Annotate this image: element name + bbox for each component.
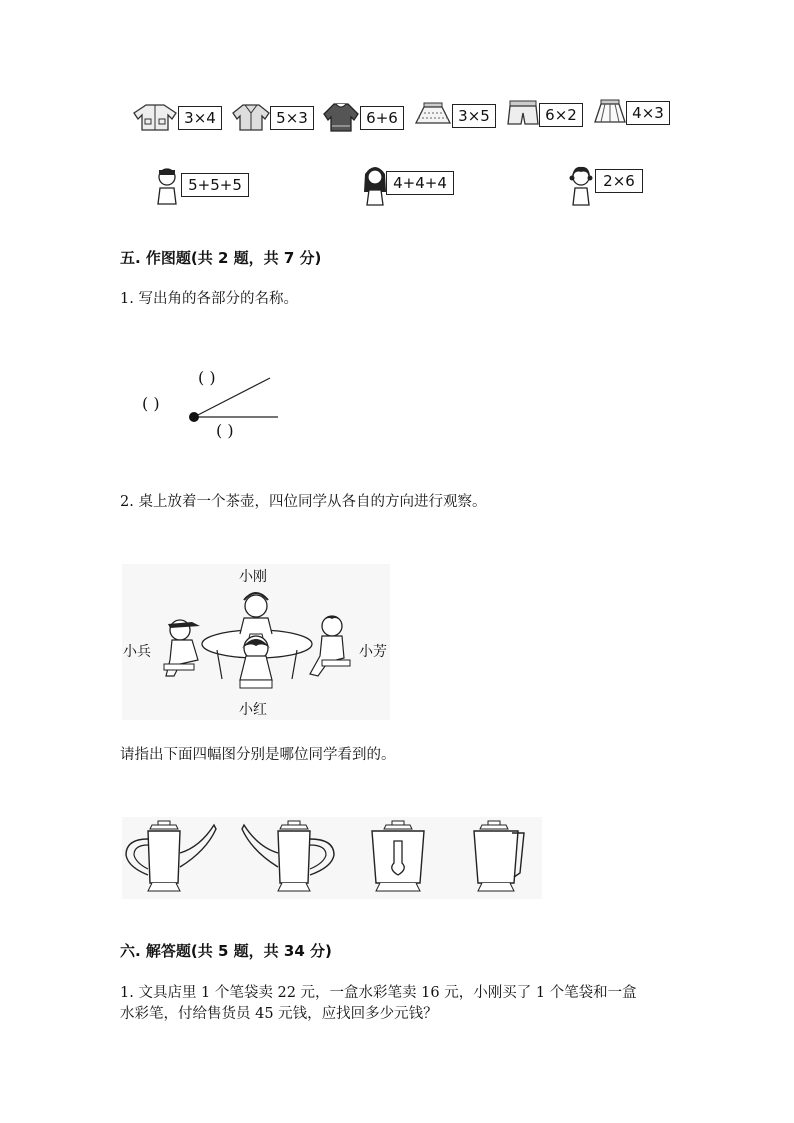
- coat-icon: [231, 103, 271, 131]
- table-scene-illustration: [122, 564, 390, 720]
- teapot-views: [122, 817, 542, 899]
- label-xiaohong: 小红: [239, 702, 267, 718]
- teapot-view-spout-right: [122, 817, 222, 899]
- label-xiaogang: 小刚: [239, 569, 267, 585]
- ray-bottom-blank[interactable]: ( ): [216, 421, 234, 440]
- question-5-2b: 请指出下面四幅图分别是哪位同学看到的。: [120, 747, 396, 763]
- expr-box: 4+4+4: [386, 171, 454, 195]
- sweater-icon: [322, 102, 360, 132]
- expr-box: 3×4: [178, 106, 222, 130]
- jacket-icon: [132, 103, 178, 131]
- label-xiaofang: 小芳: [359, 644, 387, 660]
- expr-box: 3×5: [452, 104, 496, 128]
- label-xiaobing: 小兵: [123, 644, 151, 660]
- expr-box: 2×6: [595, 169, 643, 193]
- observation-scene: [122, 564, 390, 720]
- teapot-view-handle-front: [364, 817, 434, 899]
- pleated-skirt-icon: [593, 98, 627, 126]
- section6-heading: 六. 解答题(共 5 题，共 34 分): [120, 942, 332, 960]
- question-6-1-line1: 1. 文具店里 1 个笔袋卖 22 元，一盒水彩笔卖 16 元，小刚买了 1 个笔袋和一盒: [120, 985, 637, 1001]
- question-6-1-line2: 水彩笔，付给售货员 45 元钱，应找回多少元钱？: [120, 1006, 438, 1022]
- expr-box: 5×3: [270, 106, 314, 130]
- expr-box: 5+5+5: [181, 173, 249, 197]
- teapot-view-spout-left: [240, 817, 340, 899]
- expr-box: 6+6: [360, 106, 404, 130]
- teapot-view-spout-front: [462, 817, 532, 899]
- question-5-1: 1. 写出角的各部分的名称。: [120, 291, 298, 307]
- girl-short-hair-icon: [566, 164, 596, 206]
- ray-top-blank[interactable]: ( ): [198, 368, 216, 387]
- boy-icon: [152, 166, 182, 206]
- expr-box: 6×2: [539, 103, 583, 127]
- vertex-blank[interactable]: ( ): [142, 394, 160, 413]
- expr-box: 4×3: [626, 101, 670, 125]
- shorts-icon: [506, 99, 540, 127]
- question-5-2: 2. 桌上放着一个茶壶，四位同学从各自的方向进行观察。: [120, 494, 487, 510]
- skirt-icon: [414, 101, 452, 127]
- section5-heading: 五. 作图题(共 2 题，共 7 分): [120, 249, 322, 267]
